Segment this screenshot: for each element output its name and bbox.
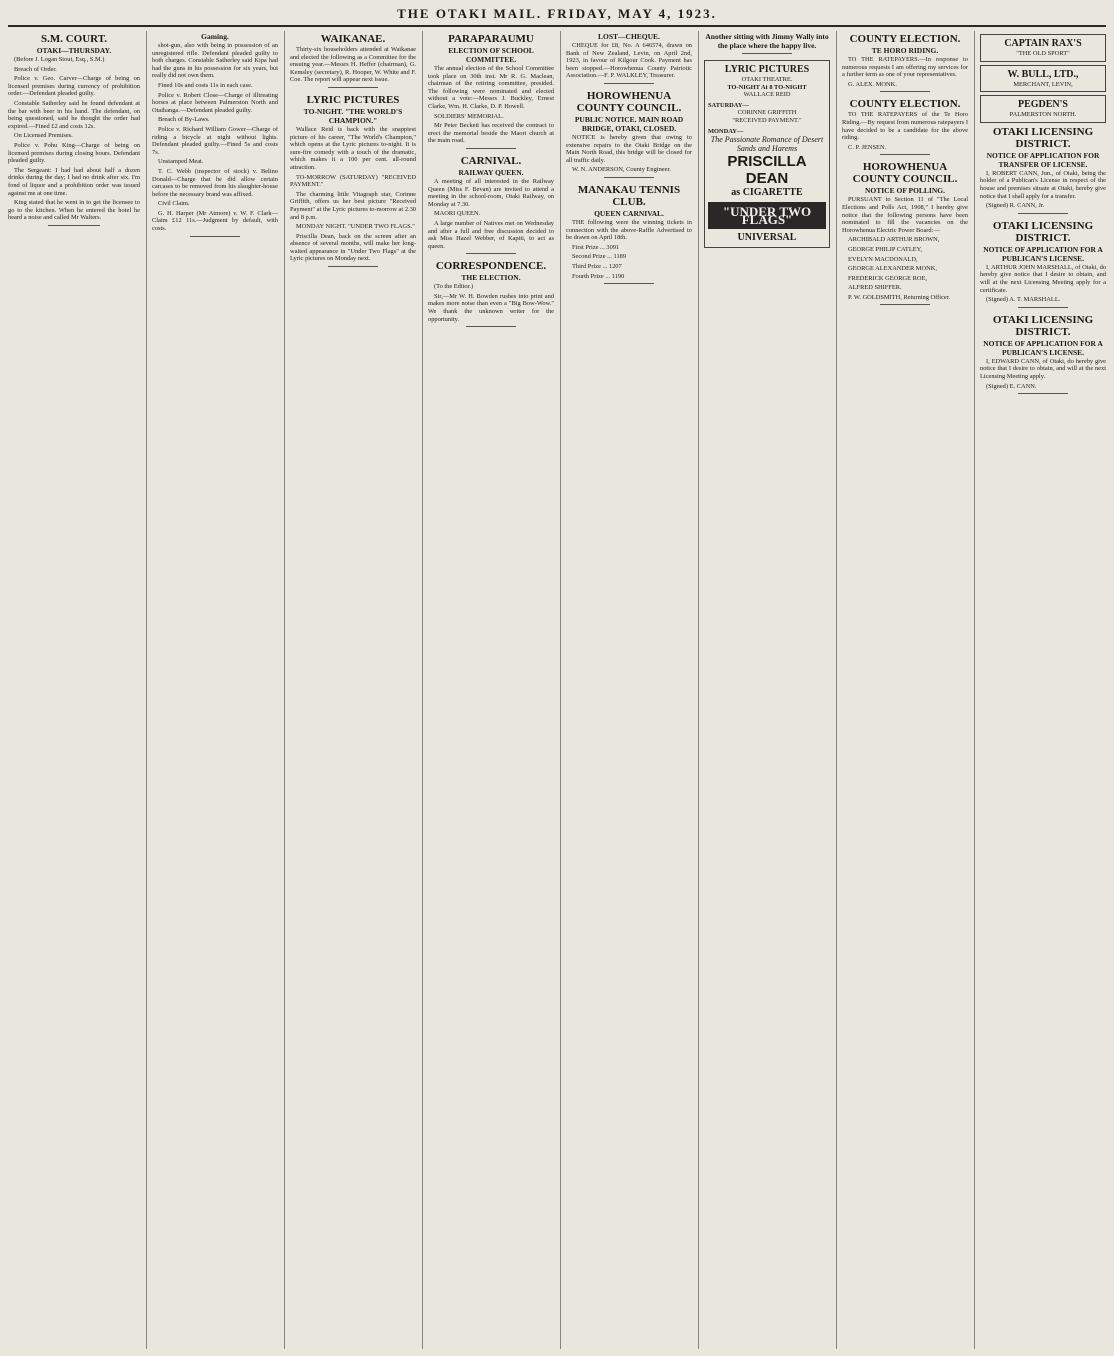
article-paragraph: G. H. Harper (Mr Atmore) v. W. F. Clark—Claim £12 11s.—Judgment by default, with costs. — [152, 209, 278, 233]
article — [566, 90, 692, 178]
article-paragraph: GEORGE PHILIP CATLEY, — [848, 245, 923, 253]
article-paragraph: A meeting of all interested in the Railway Queen (Miss F. Bevan) are invited to attend a meeting in the school-room, Otaki Railway, on Monday at 7.30. — [428, 177, 554, 208]
article-paragraph: I, ARTHUR JOHN MARSHALL, of Otaki, do hereby give notice that I desire to obtain, and will at the next Licensing Meeting apply for a certificate. — [980, 263, 1106, 294]
article — [842, 33, 968, 92]
column-3 — [284, 31, 416, 1349]
article-subheading: NOTICE OF POLLING. — [865, 186, 945, 196]
article-heading: CORRESPONDENCE. — [435, 260, 547, 273]
article-paragraph: MONDAY NIGHT. "UNDER TWO FLAGS." — [296, 223, 415, 231]
rax-sub: "THE OLD SPORT" — [1016, 50, 1070, 57]
article-paragraph: (Before J. Logan Stout, Esq., S.M.) — [14, 56, 105, 63]
article-subheading: TO-NIGHT. "THE WORLD'S CHAMPION." — [303, 106, 403, 125]
article-paragraph: P. W. GOLDSMITH, Returning Officer. — [848, 293, 951, 301]
ad-saturday: SATURDAY— — [708, 101, 749, 109]
article-paragraph: Breach of By-Laws. — [158, 116, 210, 124]
article-paragraph: shot-gun, also with being in possession of an unregistered rifle. Defendant pleaded guilty to both charges. Constable Satherley said Kipa had had the guns in his possession for six years, but really did not own them. — [152, 42, 278, 80]
article-heading: OTAKI LICENSING DISTRICT. — [992, 219, 1094, 244]
article-paragraph: I, EDWARD CANN, of Otaki, do hereby give notice that I desire to obtain, and will at the next Licensing Meeting apply. — [980, 357, 1106, 380]
pegden-ad — [980, 95, 1106, 123]
article-paragraph: Unstamped Meat. — [158, 158, 204, 166]
article-divider — [328, 266, 378, 267]
article — [704, 32, 830, 54]
article-subheading: PUBLIC NOTICE. MAIN ROAD BRIDGE, OTAKI, CLOSED. — [574, 114, 684, 133]
article-paragraph: Wallace Reid is back with the snappiest picture of his career, "The World's Champion," which opens at the Lyric pictures to-night. It is sure-fire comedy with a touch of the dramatic, which makes it a 100 per cent. all-round attraction. — [290, 125, 416, 171]
article-paragraph: TO-MORROW (SATURDAY) "RECEIVED PAYMENT." — [290, 173, 416, 189]
article-heading: OTAKI LICENSING DISTRICT. — [992, 125, 1094, 150]
article-heading: HOROWHENUA COUNTY COUNCIL. — [852, 161, 958, 186]
article-divider — [604, 283, 654, 284]
article — [980, 126, 1106, 214]
article-paragraph: G. ALEX. MONK. — [848, 80, 897, 88]
ad-role-b: as CIGARETTE — [731, 187, 803, 199]
article-paragraph: TO THE RATEPAYERS.—In response to numerous requests I am offering my services for a further term as one of your representatives. — [842, 56, 968, 79]
article-subheading: LOST—CHEQUE. — [598, 32, 660, 41]
article-paragraph: CHEQUE for £8, No. A 646574, drawn on Bank of New Zealand, Levin, on April 2nd, 1923, in favour of Kilgour Cook. Payment has been stopped.—Horowhenua County Patriotic Association.—F. P. WALKLEY, Treasurer. — [566, 42, 692, 80]
article-paragraph: Civil Claim. — [158, 200, 190, 208]
article-divider — [742, 53, 792, 54]
article-divider — [604, 83, 654, 84]
article-paragraph: EVELYN MACDONALD, — [848, 255, 918, 263]
article-paragraph: GEORGE ALEXANDER MONK, — [848, 265, 937, 273]
article-divider — [880, 154, 930, 155]
article-paragraph: ALFRED SHIFFER. — [848, 284, 902, 292]
article-divider — [328, 87, 378, 88]
article-divider — [1018, 213, 1068, 214]
article-paragraph: Constable Satherley said he found defendant at the bar with beer in his hand. The defendant, on being questioned, said he thought the order had expired.—Fined £2 and costs 12s. — [8, 99, 140, 130]
column-8 — [974, 31, 1106, 1349]
article — [290, 33, 416, 88]
article-paragraph: FREDERICK GEORGE ROE, — [848, 274, 927, 282]
article-subheading: NOTICE OF APPLICATION FOR TRANSFER OF LICENSE. — [986, 150, 1100, 169]
article-heading: LYRIC PICTURES — [306, 93, 400, 106]
article-divider — [466, 253, 516, 254]
column-2 — [146, 31, 278, 1349]
article-heading: WAIKANAE. — [320, 33, 386, 45]
article-paragraph: Third Prize ... 1207 — [572, 262, 622, 270]
article-subheading: TE HORO RIDING. — [871, 46, 939, 55]
article-paragraph: T. C. Webb (inspector of stock) v. Belino Donald—Charge that he did allow certain carcases to be removed from his slaughter-house before the necessary brand was affixed. — [152, 167, 278, 198]
ad-title: LYRIC PICTURES — [724, 64, 810, 75]
article-subheading: Gaming. — [201, 32, 229, 41]
article-paragraph: Fourth Prize ... 1190 — [572, 272, 625, 280]
article-divider — [48, 225, 101, 226]
ad-tonight: TO-NIGHT At 8 TO-NIGHT — [727, 83, 807, 91]
article-paragraph: NOTICE is hereby given that owing to extensive repairs to the Otaki Bridge on the Main North Road, this bridge will be closed for all traffic daily. — [566, 133, 692, 164]
article-divider — [1018, 393, 1068, 394]
article-heading: S.M. COURT. — [40, 33, 108, 45]
article-heading: COUNTY ELECTION. — [849, 98, 961, 111]
lyric-pictures-ad — [704, 60, 830, 248]
article-paragraph: Breach of Order. — [14, 65, 57, 73]
article-paragraph: Thirty-six householders attended at Waikanae and elected the following as a Committee for the ensuing year.—Messrs H. Heffer (chairman), G. Kemsley (secretary), R. Hooper, W. White and F. Coe. The report will appear next issue. — [290, 46, 416, 84]
column-6 — [698, 31, 830, 1349]
article-subheading: QUEEN CARNIVAL. — [594, 208, 664, 218]
article-paragraph: Sir,—Mr W. H. Bowden rushes into print and makes more noise than even a "Big Bow-Wow." We thank the unknown writer for the opportunity. — [428, 292, 554, 323]
article-paragraph: PURSUANT to Section 11 of "The Local Elections and Polls Act, 1908," I hereby give notice that the following persons have been nominated to fill the vacancies on the Horowhenua Electric Power Board:— — [842, 196, 968, 234]
article-paragraph: The charming little Vitagraph star, Corinne Griffith, offers us her best picture "Received Payment" at the Lyric pictures to-morrow at 2.30 and 8 p.m. — [290, 190, 416, 221]
article-paragraph: King stated that he went in to get the licensee to go to the kitchen. When he entered the hotel he heard a noise and called Mr Walters. — [8, 199, 140, 222]
article-paragraph: (Signed) A. T. MARSHALL. — [986, 296, 1061, 304]
article-heading: OTAKI LICENSING DISTRICT. — [992, 313, 1094, 338]
article — [842, 161, 968, 305]
article-paragraph: TO THE RATEPAYERS of the Te Horo Riding.—By request from numerous ratepayers I have decided to be a candidate for the above riding. — [842, 111, 968, 142]
article — [428, 260, 554, 327]
article-paragraph: W. N. ANDERSON, County Engineer. — [572, 166, 671, 174]
article — [428, 155, 554, 254]
article-subheading: Another sitting with Jimmy Wally into the place where the happy live. — [705, 32, 829, 50]
article — [152, 32, 278, 237]
ad-studio: UNIVERSAL — [737, 232, 797, 244]
w-bull-ad — [980, 65, 1106, 93]
article-divider — [466, 326, 516, 327]
ad-feature-b: "UNDER TWO FLAGS" — [708, 202, 826, 229]
article-paragraph: Police v. Robert Close—Charge of illtreating horses at place between Palmerston North and Otaihanga.—Defendant pleaded guilty. — [152, 91, 278, 114]
column-7 — [836, 31, 968, 1349]
article-divider — [1018, 307, 1068, 308]
article-divider — [880, 304, 930, 305]
article-divider — [466, 148, 516, 149]
article-paragraph: A large number of Natives met on Wednesday and after a full and free discussion decided to ask Miss Hazel Webber, of Kapiti, to act as queen. — [428, 219, 554, 250]
ad-star-a: CORINNE GRIFFITH — [737, 109, 797, 117]
article — [980, 220, 1106, 308]
article-heading: COUNTY ELECTION. — [849, 33, 961, 45]
masthead: THE OTAKI MAIL. FRIDAY, MAY 4, 1923. — [8, 6, 1106, 27]
article-paragraph: Fined 10s and costs 11s in each case. — [158, 81, 253, 89]
article-paragraph: THE following were the winning tickets in connection with the above-Raffle Advertised to be drawn on April 18th. — [566, 218, 692, 242]
columns-container — [8, 31, 1106, 1349]
column-5 — [560, 31, 692, 1349]
bull-title: W. BULL, LTD., — [1007, 68, 1079, 80]
article-paragraph: Police v. Geo. Carver—Charge of being on licensed premises during currency of prohibition order.—Defendant pleaded guilty. — [8, 75, 140, 98]
article-paragraph: C. P. JENSEN. — [848, 143, 887, 151]
article-heading: CARNIVAL. — [460, 154, 522, 167]
captain-rax-ad — [980, 34, 1106, 62]
article — [566, 32, 692, 84]
article-heading: HOROWHENUA COUNTY COUNCIL. — [576, 89, 682, 114]
article-subheading: ELECTION OF SCHOOL COMMITTEE. — [448, 46, 534, 64]
article-subheading: NOTICE OF APPLICATION FOR A PUBLICAN'S LICENSE. — [983, 338, 1103, 357]
article-paragraph: First Prize ... 3091 — [572, 243, 620, 251]
ad-feature-a: WALLACE REID — [743, 91, 791, 99]
ad-theatre: OTAKI THEATRE. — [741, 76, 793, 83]
article — [566, 184, 692, 284]
rax-title: CAPTAIN RAX'S — [1004, 38, 1082, 49]
article — [842, 98, 968, 155]
article-paragraph: Police v. Pohu King—Charge of being on licensed premises during closing hours. Defendant pleaded guilty. — [8, 141, 140, 165]
column-1 — [8, 31, 140, 1349]
article-paragraph: The annual election of the School Committee took place on 30th inst. Mr R. G. Maclean, chairman of the retiring committee, presided. The following were nominated and elected without a vote:—Messrs J. Buckley, Ernest Clarke, Wm. H. Clarke, D. P. Howell. — [428, 65, 554, 110]
column-4 — [422, 31, 554, 1349]
article-paragraph: SOLDIERS' MEMORIAL. — [434, 112, 504, 120]
article — [428, 33, 554, 149]
article-divider — [604, 177, 654, 178]
pegden-sub: PALMERSTON NORTH. — [1009, 111, 1077, 119]
article-paragraph: The Sergeant: I had had about half a dozen drinks during the day; I had no drink after six. I'm fond of liquor and a prohibition order was issued against me at one time. — [8, 166, 140, 197]
article-subheading: OTAKI—THURSDAY. — [36, 46, 112, 55]
article-subheading: THE ELECTION. — [461, 273, 521, 283]
ad-banner: The Passionate Romance of Desert Sands and Harems — [710, 135, 824, 154]
article-heading: MANAKAU TENNIS CLUB. — [577, 183, 681, 208]
article — [8, 33, 140, 226]
ad-title-a: "RECEIVED PAYMENT." — [732, 116, 802, 124]
article-subheading: NOTICE OF APPLICATION FOR A PUBLICAN'S LICENSE. — [983, 244, 1103, 263]
bull-sub: MERCHANT, LEVIN, — [1013, 80, 1073, 88]
article-divider — [880, 91, 930, 92]
article-paragraph: On Licensed Premises. — [14, 132, 73, 140]
article-paragraph: I, ROBERT CANN, Jun., of Otaki, being the holder of a Publican's License in respect of the house and premises situate at Otaki, hereby give notice that I shall apply for a transfer. — [980, 169, 1106, 200]
article-paragraph: Second Prize ... 1189 — [572, 253, 627, 261]
article-divider — [190, 236, 240, 237]
article-paragraph: ARCHIBALD ARTHUR BROWN, — [848, 236, 940, 244]
article-paragraph: MAORI QUEEN. — [434, 210, 481, 218]
ad-monday: MONDAY— — [708, 127, 744, 135]
article-paragraph: Mr Peter Beckett has received the contract to erect the memorial beside the Maori church at the main road. — [428, 122, 554, 145]
article-paragraph: (Signed) E. CANN. — [986, 382, 1037, 390]
article-paragraph: (To the Editor.) — [434, 283, 474, 291]
pegden-title: PEGDEN'S — [1017, 99, 1068, 111]
article — [980, 314, 1106, 394]
article-paragraph: (Signed) R. CANN, Jr. — [986, 202, 1045, 210]
ad-star-b: PRISCILLA DEAN — [727, 153, 807, 188]
article-paragraph: Police v. Richard William Gower—Charge of riding a bicycle at night without lights. Defendant pleaded guilty.—Fined 5s and costs 7s. — [152, 125, 278, 156]
article — [290, 94, 416, 267]
article-heading: PARAPARAUMU — [448, 33, 534, 45]
article-subheading: RAILWAY QUEEN. — [458, 167, 524, 177]
article-paragraph: Priscilla Dean, back on the screen after an absence of several months, will make her long-waited appearance in "Under Two Flags" at the Lyric pictures on Monday next. — [290, 232, 416, 263]
